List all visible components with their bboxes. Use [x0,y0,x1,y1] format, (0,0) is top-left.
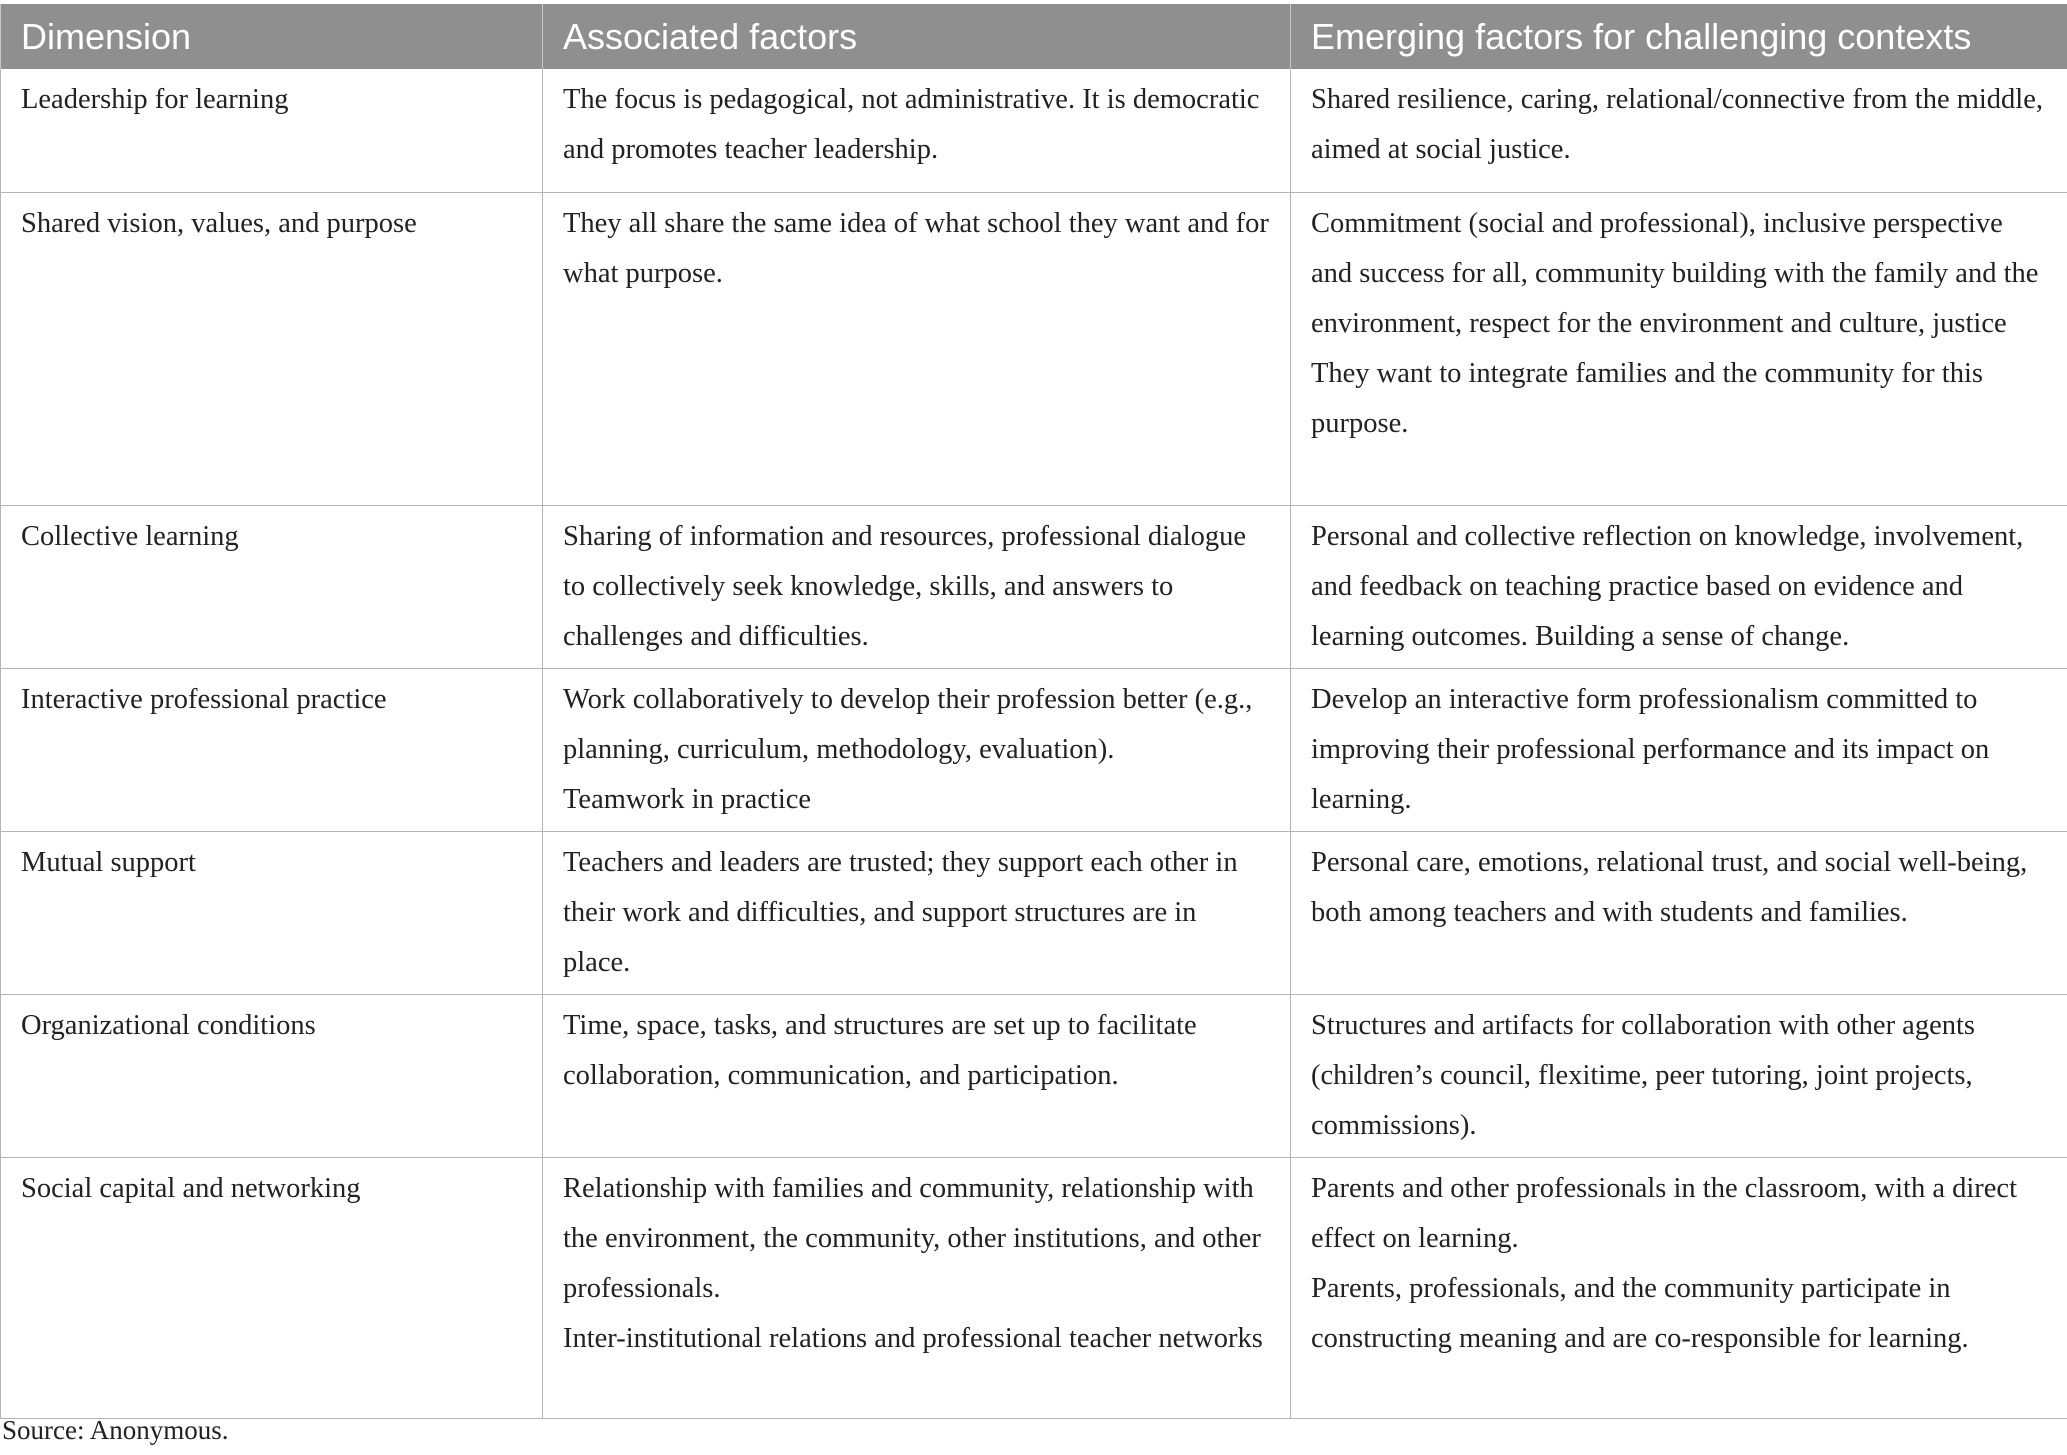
cell-associated [543,69,1291,192]
cell-text: They all share the same idea of what school they want and for what purpose. [563,207,1269,289]
cell-associated [543,505,1291,668]
cell-emerging [1291,831,2067,994]
cell-text: Structures and artifacts for collaboration with other agents (children’s council, flexitime, peer tutoring, joint projects, commissions). [1311,1009,1975,1141]
table-source-note: Source: Anonymous. [2,1415,229,1445]
table-row [1,668,2067,831]
cell-associated [543,192,1291,505]
cell-emerging [1291,192,2067,505]
cell-dimension: Social capital and networking [1,1157,543,1418]
cell-associated [543,994,1291,1157]
cell-associated [543,1157,1291,1418]
cell-text: Personal and collective reflection on knowledge, involvement, and feedback on teaching practice based on evidence and learning outcomes. Building a sense of change. [1311,520,2024,652]
cell-text: Inter-institutional relations and professional teacher networks [563,1322,1263,1354]
table-row [1,994,2067,1157]
cell-text: Work collaboratively to develop their profession better (e.g., planning, curriculum, methodology, evaluation). [563,683,1253,765]
cell-emerging [1291,994,2067,1157]
cell-dimension: Leadership for learning [1,69,543,192]
cell-text: Relationship with families and community, relationship with the environment, the community, other institutions, and other professionals. [563,1172,1261,1304]
cell-text: They want to integrate families and the community for this purpose. [1311,357,1983,439]
cell-text: The focus is pedagogical, not administrative. It is democratic and promotes teacher leadership. [563,84,1260,165]
cell-dimension: Organizational conditions [1,994,543,1157]
table-header-row [1,4,2067,69]
cell-text: Commitment (social and professional), inclusive perspective and success for all, community building with the family and the environment, respect for the environment and culture, justice [1311,207,2039,339]
cell-emerging [1291,1157,2067,1418]
table-row [1,831,2067,994]
cell-emerging [1291,69,2067,192]
table-row [1,1157,2067,1418]
cell-text: Parents, professionals, and the community participate in constructing meaning and are co-responsible for learning. [1311,1272,1969,1354]
cell-text: Time, space, tasks, and structures are set up to facilitate collaboration, communication, and participation. [563,1009,1197,1091]
cell-text: Develop an interactive form professionalism committed to improving their professional performance and its impact on learning. [1311,683,1990,815]
cell-text: Shared resilience, caring, relational/connective from the middle, aimed at social justice. [1311,84,2043,165]
cell-dimension: Interactive professional practice [1,668,543,831]
cell-text: Sharing of information and resources, professional dialogue to collectively seek knowledge, skills, and answers to challenges and difficulties. [563,520,1247,652]
cell-emerging [1291,668,2067,831]
table-row [1,69,2067,192]
cell-dimension: Collective learning [1,505,543,668]
table-row [1,505,2067,668]
cell-associated [543,668,1291,831]
cell-text: Teamwork in practice [563,783,812,815]
table-row [1,192,2067,505]
cell-associated [543,831,1291,994]
header-emerging-factors: Emerging factors for challenging contexts [1291,4,2067,69]
table-container [0,4,2067,1419]
cell-dimension: Mutual support [1,831,543,994]
cell-emerging [1291,505,2067,668]
factors-table [0,4,2067,1419]
header-dimension: Dimension [1,4,543,69]
cell-dimension: Shared vision, values, and purpose [1,192,543,505]
cell-text: Personal care, emotions, relational trust, and social well-being, both among teachers and with students and families. [1311,846,2028,928]
header-associated-factors: Associated factors [543,4,1291,69]
cell-text: Parents and other professionals in the classroom, with a direct effect on learning. [1311,1172,2017,1254]
cell-text: Teachers and leaders are trusted; they support each other in their work and difficulties, and support structures are in place. [563,846,1238,978]
